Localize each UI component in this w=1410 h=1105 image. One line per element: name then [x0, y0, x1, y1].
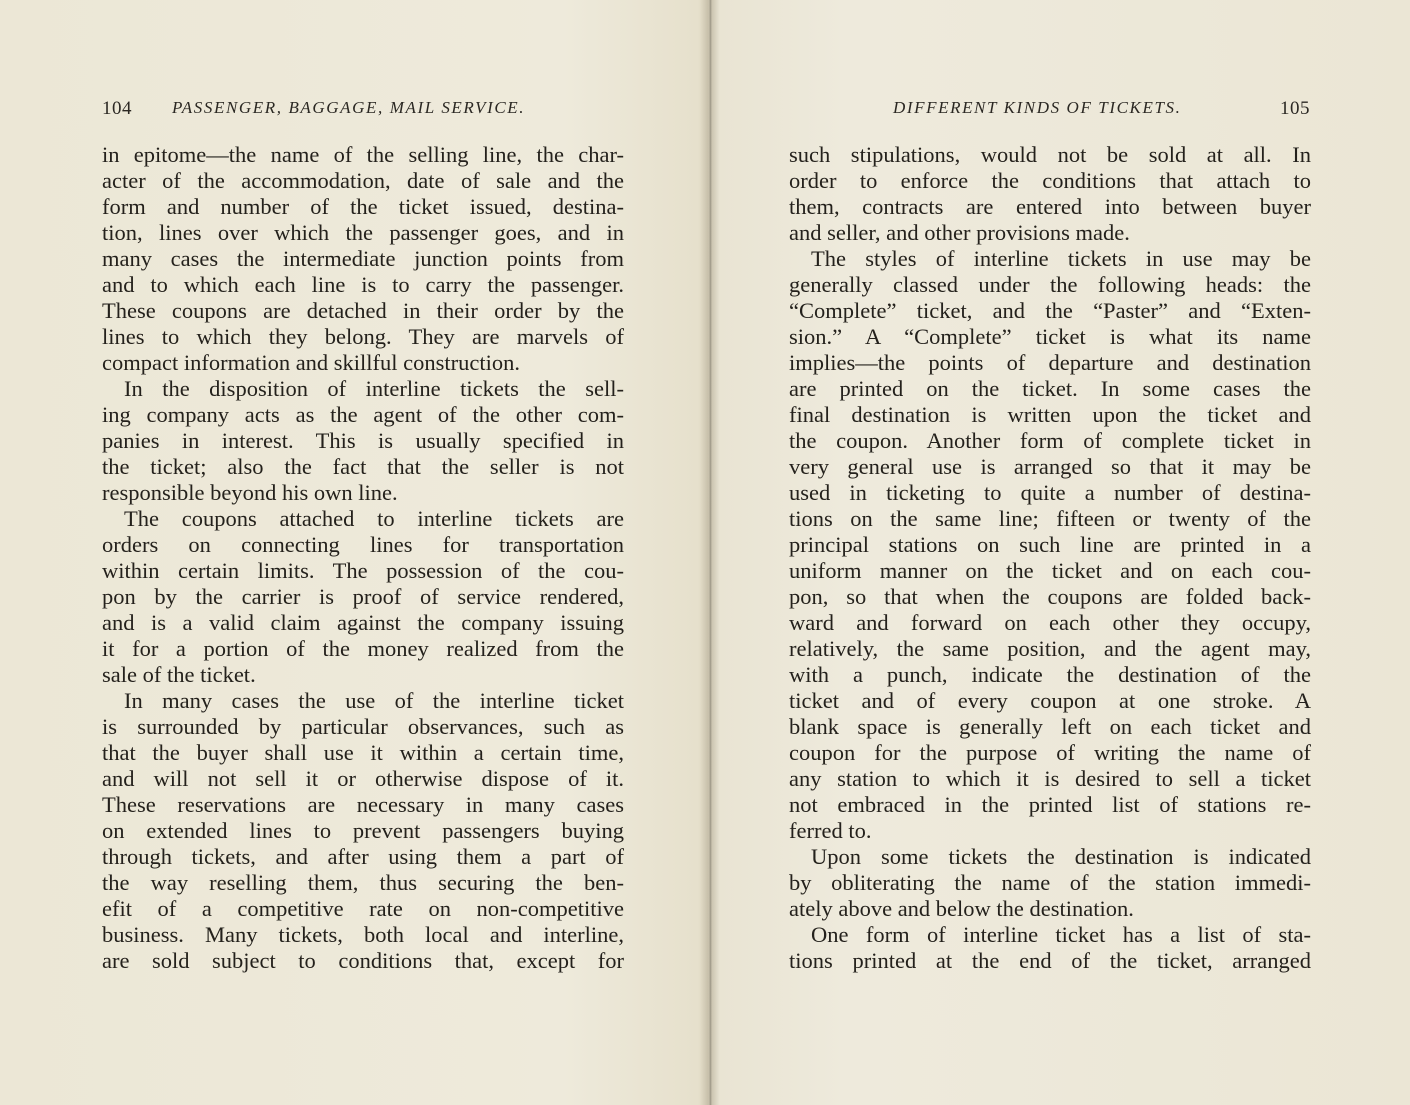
text-line: not embraced in the printed list of stations re-	[789, 792, 1311, 817]
text-line: used in ticketing to quite a number of destina-	[789, 480, 1311, 505]
right-page-body	[789, 142, 1311, 974]
text-line: and to which each line is to carry the passenger.	[102, 272, 624, 297]
text-line: in epitome—the name of the selling line, the char-	[102, 142, 624, 167]
text-line: compact information and skillful construction.	[102, 350, 521, 375]
text-line: within certain limits. The possession of the cou-	[102, 558, 624, 583]
text-line: tion, lines over which the passenger goes, and in	[102, 220, 624, 245]
text-line: form and number of the ticket issued, destina-	[102, 194, 624, 219]
text-line: principal stations on such line are printed in a	[789, 532, 1311, 557]
right-running-head: DIFFERENT KINDS OF TICKETS.	[893, 98, 1182, 117]
text-line: pon by the carrier is proof of service rendered,	[102, 584, 624, 609]
text-line: many cases the intermediate junction points from	[102, 246, 624, 271]
text-line: lines to which they belong. They are marvels of	[102, 324, 624, 349]
text-line: The coupons attached to interline tickets are	[124, 506, 624, 531]
text-line: relatively, the same position, and the agent may,	[789, 636, 1311, 661]
text-line: and will not sell it or otherwise dispose of it.	[102, 766, 624, 791]
text-line: One form of interline ticket has a list of sta-	[811, 922, 1311, 947]
text-line: the coupon. Another form of complete ticket in	[789, 428, 1311, 453]
text-line: it for a portion of the money realized from the	[102, 636, 624, 661]
left-page-number: 104	[102, 98, 132, 119]
text-line: business. Many tickets, both local and interline,	[102, 922, 624, 947]
text-line: In the disposition of interline tickets the sell-	[124, 376, 624, 401]
text-line: orders on connecting lines for transportation	[102, 532, 624, 557]
text-line: such stipulations, would not be sold at all. In	[789, 142, 1311, 167]
right-page-header	[790, 98, 1310, 124]
text-line: them, contracts are entered into between buyer	[789, 194, 1311, 219]
text-line: the ticket; also the fact that the seller is not	[102, 454, 624, 479]
text-line: acter of the accommodation, date of sale and the	[102, 168, 624, 193]
text-line: is surrounded by particular observances, such as	[102, 714, 624, 739]
text-line: order to enforce the conditions that attach to	[789, 168, 1311, 193]
text-line: generally classed under the following heads: the	[789, 272, 1311, 297]
text-line: tions on the same line; fifteen or twenty of the	[789, 506, 1311, 531]
text-line: very general use is arranged so that it may be	[789, 454, 1311, 479]
text-line: These coupons are detached in their order by the	[102, 298, 624, 323]
text-line: Upon some tickets the destination is indicated	[811, 844, 1311, 869]
text-line: pon, so that when the coupons are folded back-	[789, 584, 1311, 609]
text-line: uniform manner on the ticket and on each cou-	[789, 558, 1311, 583]
right-page	[705, 0, 1410, 1105]
text-line: sion.” A “Complete” ticket is what its name	[789, 324, 1311, 349]
text-line: tions printed at the end of the ticket, arranged	[789, 948, 1311, 973]
left-page-body	[102, 142, 624, 974]
text-line: are printed on the ticket. In some cases the	[789, 376, 1311, 401]
left-page-header	[102, 98, 624, 124]
text-line: panies in interest. This is usually specified in	[102, 428, 624, 453]
text-line: with a punch, indicate the destination of the	[789, 662, 1311, 687]
text-line: “Complete” ticket, and the “Paster” and “Exten-	[789, 298, 1311, 323]
text-line: by obliterating the name of the station immedi-	[789, 870, 1311, 895]
text-line: the way reselling them, thus securing the ben-	[102, 870, 624, 895]
text-line: and seller, and other provisions made.	[789, 220, 1130, 245]
text-line: coupon for the purpose of writing the name of	[789, 740, 1311, 765]
text-line: efit of a competitive rate on non-competitive	[102, 896, 624, 921]
text-line: ing company acts as the agent of the other com-	[102, 402, 624, 427]
text-line: ticket and of every coupon at one stroke. A	[789, 688, 1311, 713]
text-line: sale of the ticket.	[102, 662, 256, 687]
text-line: blank space is generally left on each ticket and	[789, 714, 1311, 739]
text-line: on extended lines to prevent passengers buying	[102, 818, 624, 843]
text-line: These reservations are necessary in many cases	[102, 792, 624, 817]
text-line: ward and forward on each other they occupy,	[789, 610, 1311, 635]
text-line: In many cases the use of the interline ticket	[124, 688, 624, 713]
text-line: implies—the points of departure and destination	[789, 350, 1311, 375]
left-running-head: PASSENGER, BAGGAGE, MAIL SERVICE.	[172, 98, 526, 117]
text-line: any station to which it is desired to sell a ticket	[789, 766, 1311, 791]
text-line: are sold subject to conditions that, except for	[102, 948, 624, 973]
right-page-number: 105	[1280, 98, 1310, 119]
text-line: and is a valid claim against the company issuing	[102, 610, 624, 635]
text-line: ately above and below the destination.	[789, 896, 1134, 921]
text-line: through tickets, and after using them a part of	[102, 844, 624, 869]
text-line: The styles of interline tickets in use may be	[811, 246, 1311, 271]
text-line: final destination is written upon the ticket and	[789, 402, 1311, 427]
text-line: that the buyer shall use it within a certain time,	[102, 740, 624, 765]
text-line: responsible beyond his own line.	[102, 480, 398, 505]
text-line: ferred to.	[789, 818, 872, 843]
